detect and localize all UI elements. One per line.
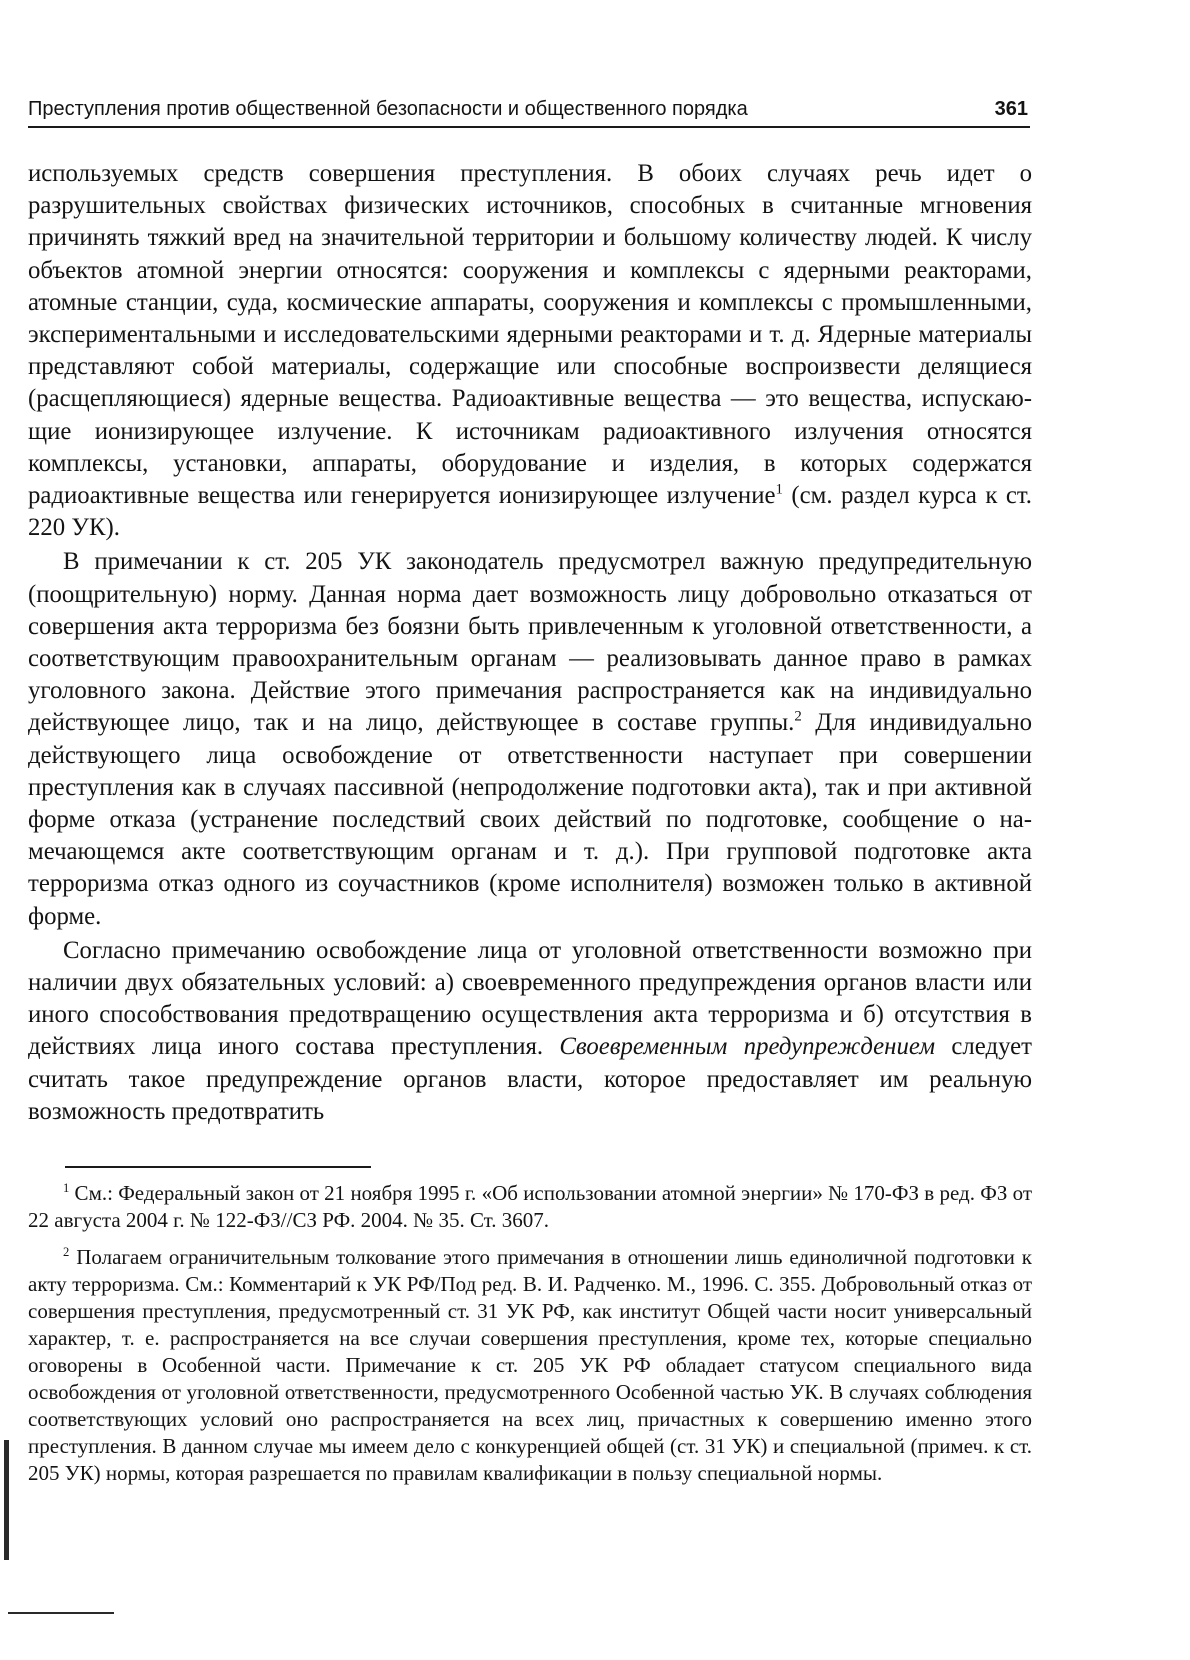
footnote-2-mark: 2 bbox=[63, 1245, 70, 1259]
paragraph-1-tail: (см. раздел курса к ст. 220 УК). bbox=[28, 482, 1033, 542]
footnotes bbox=[28, 1180, 1032, 1487]
main-text bbox=[28, 158, 1032, 1128]
footnote-2-text: Полагаем ограничительным толкование этого примечания в отношении лишь единоличной подготовки к акту терроризма. См.: Комментарий к УК РФ/Под ред. В. И. Радченко. М., 1996. С. 355. Добровольный отказ от совершения преступления, предусмотренный ст. 31 УК РФ, как институт Общей части носит универсальный характер, т. е. распространяется на все случаи совершения преступления, кроме тех, которые специально оговорены в Особенной части. Примечание к ст. 205 УК РФ обладает статусом специального вида освобождения от уголовной ответственности, предусмотренного Особенной частью УК. В случаях соблюдения соответствующих условий оно распространяется на всех лиц, причастных к совершению именно этого преступления. В данном случае мы имеем дело с конкуренцией общей (ст. 31 УК) и специальной (примеч. к ст. 205 УК) нормы, которая разрешается по правилам квалификации в пользу специальной нормы. bbox=[28, 1245, 1032, 1485]
paragraph-3-text-a: Согласно примечанию освобождение лица от уголовной ответственности возможно при наличии двух обязательных условий: а) своевременного предупреждения органов власти или иного способствования предотвращению осуществления акта терроризма и б) отсутствия в действиях лица иного состава преступления. bbox=[28, 936, 1032, 1061]
paragraph-2-text-a: В примечании к ст. 205 УК законодатель предусмотрел важную предупредительную (поощрительную) норму. Данная норма дает возможность лицу добровольно отказаться от совершения акта терроризма без боязни быть привлеченным к уголовной ответственности, а соответствующим правоохранительным органам — реализовывать данное право в рамках уголовного закона. Действие этого примечания распространяется как на индивидуально действующее лицо, так и на лицо, действующее в составе группы. bbox=[28, 548, 1032, 737]
page-number: 361 bbox=[994, 98, 1028, 120]
running-header bbox=[28, 92, 1030, 128]
paragraph-2-text-b: Для индивидуально действующего лица освобождение от ответственности наступает при совершении преступления как в случаях пассивной (непродолжение подготовки акта), так и при активной форме отказа (устранение последствий своих действий по подготовке, сообщение о намечающемся акте соответствующим органам и т. д.). При групповой подготовке акта терроризма отказ одного из соучастников (кроме исполнителя) возможен только в активной форме. bbox=[28, 709, 1032, 930]
footnote-1-mark: 1 bbox=[63, 1181, 70, 1195]
paragraph-2 bbox=[28, 546, 1032, 932]
footnote-divider bbox=[65, 1166, 371, 1168]
footnote-2 bbox=[28, 1244, 1032, 1487]
paragraph-1-text: используемых средств совершения преступления. В обоих случаях речь идет о разрушительных свойствах физических источников, способных в считанные мгновения причинять тяжкий вред на значительной территории и большому количеству людей. К числу объектов атомной энергии относятся: сооружения и комплексы с ядерными реакторами, атомные станции, суда, космические аппараты, сооружения и комплексы с промышленными, экспериментальными и исследовательскими ядерными реакторами и т. д. Ядерные материалы представляют собой материалы, содержащие или способные воспроизвести делящиеся (расщепляющиеся) ядерные вещества. Радиоактивные вещества — это вещества, испускающие ионизирующее излучение. К источникам радиоактивного излучения относятся комплексы, установки, аппараты, оборудование и изделия, в которых содержатся радиоактивные вещества или генерируется ионизирующее излучение bbox=[28, 160, 1032, 510]
footnote-1 bbox=[28, 1180, 1032, 1234]
emphasis-term: Своевременным предупреждением bbox=[559, 1033, 936, 1061]
paragraph-3 bbox=[28, 935, 1032, 1128]
footnote-ref-2: 2 bbox=[794, 709, 802, 726]
paragraph-continued bbox=[28, 158, 1032, 544]
footnote-ref-1: 1 bbox=[775, 481, 783, 498]
running-title: Преступления против общественной безопасности и общественного порядка bbox=[28, 98, 748, 120]
footnote-1-text: См.: Федеральный закон от 21 ноября 1995 г. «Об использовании атомной энергии» № 170-ФЗ в ред. ФЗ от 22 августа 2004 г. № 122-ФЗ//СЗ РФ. 2004. № 35. Ст. 3607. bbox=[28, 1181, 1032, 1232]
scan-edge-mark bbox=[4, 1440, 9, 1560]
paragraph-3-text-b: следует считать такое предупреждение органов власти, которое предоставляет им реальную возможность предотвратить bbox=[28, 1033, 1032, 1125]
bottom-edge-rule bbox=[8, 1612, 114, 1614]
